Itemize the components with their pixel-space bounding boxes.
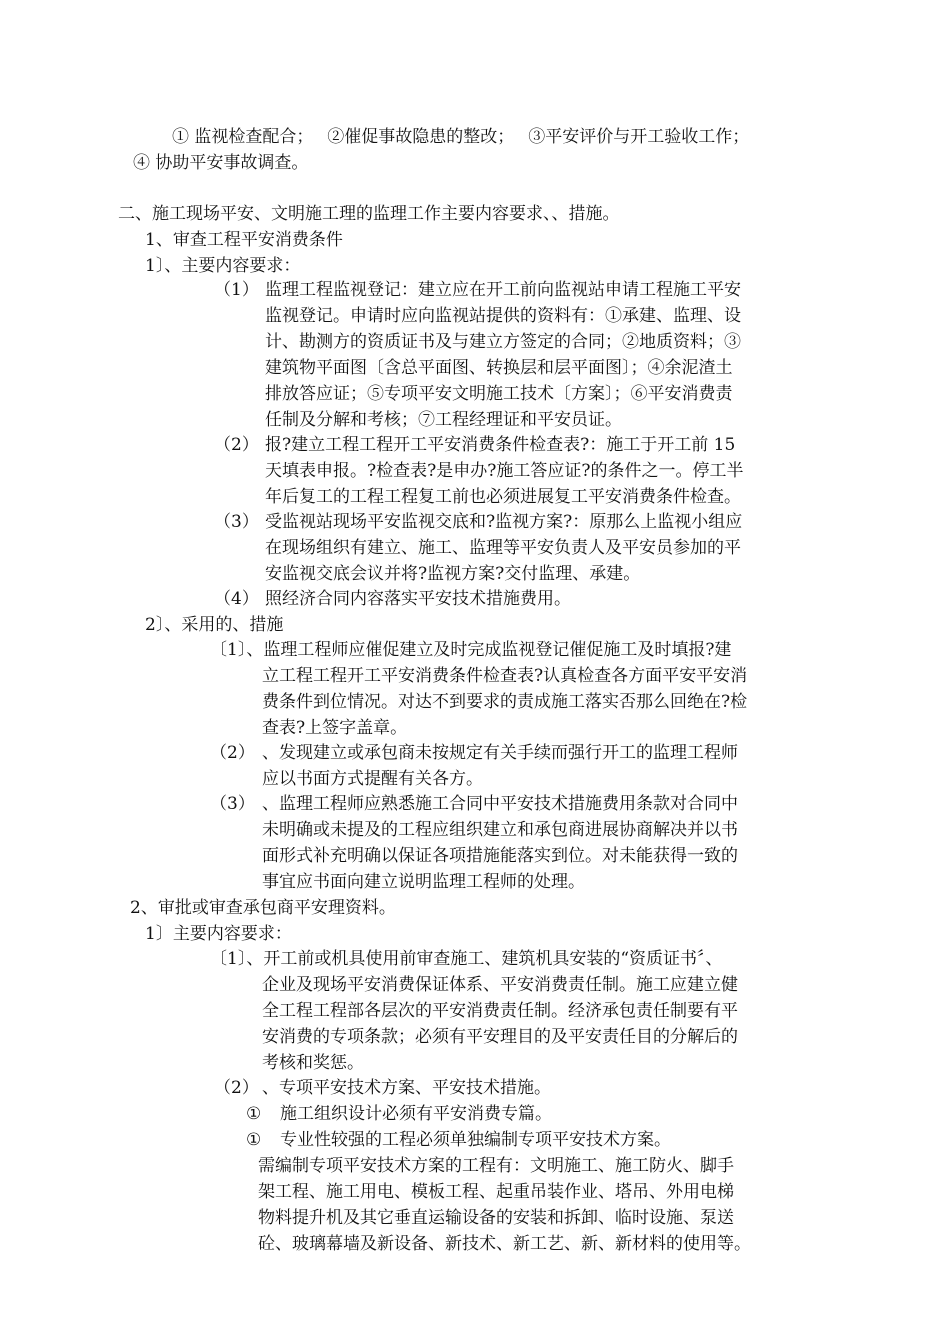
- bullet-marker: ①: [246, 1130, 262, 1150]
- item-1-line: 监理工程监视登记：建立应在开工前向监视站申请工程施工平安: [265, 280, 741, 300]
- measure-3-line: 、监理工程师应熟悉施工合同中平安技术措施费用条款对合同中: [262, 794, 738, 814]
- item-number: （2）: [214, 435, 259, 455]
- requirement-1-line: 企业及现场平安消费保证体系、平安消费责任制。施工应建立健: [262, 975, 738, 995]
- measure-2-line: 应以书面方式提醒有关各方。: [262, 769, 483, 789]
- item-number: （1）: [214, 280, 259, 300]
- measure-3-line: 面形式补充明确以保证各项措施能落实到位。对未能获得一致的: [262, 846, 738, 866]
- item-3-line: 在现场组织有建立、施工、监理等平安负责人及平安员参加的平: [265, 538, 741, 558]
- measure-2-line: 、发现建立或承包商未按规定有关手续而强行开工的监理工程师: [262, 743, 738, 763]
- intro-line-2: ④ 协助平安事故调查。: [133, 153, 309, 173]
- measure-1-line: 查表?上签字盖章。: [262, 718, 408, 738]
- subsection-2-requirements-heading: 1〕主要内容要求：: [145, 924, 292, 944]
- tail-line: 砼、玻璃幕墙及新设备、新技术、新工艺、新、新材料的使用等。: [258, 1234, 751, 1254]
- measure-1-line: 立工程工程开工平安消费条件检查表?认真检查各方面平安平安消: [262, 666, 748, 686]
- item-4-line: 照经济合同内容落实平安技术措施费用。: [265, 589, 571, 609]
- measure-1-line: 费条件到位情况。对达不到要求的责成施工落实否那么回绝在?检: [262, 692, 748, 712]
- tail-line: 架工程、施工用电、模板工程、起重吊装作业、塔吊、外用电梯: [258, 1182, 734, 1202]
- item-3-line: 受监视站现场平安监视交底和?监视方案?：原那么上监视小组应: [265, 512, 743, 532]
- item-3-line: 安监视交底会议并将?监视方案?交付监理、承建。: [265, 564, 641, 584]
- subsection-1-measures-heading: 2〕、采用的、措施: [145, 615, 284, 635]
- requirement-1-line: 〔1〕、开工前或机具使用前审查施工、建筑机具安装的“资质证书〞、: [210, 949, 723, 969]
- measure-3-line: 事宜应书面向建立说明监理工程师的处理。: [262, 872, 585, 892]
- item-1-line: 监视登记。申请时应向监视站提供的资料有：①承建、监理、设: [265, 306, 741, 326]
- item-2-line: 年后复工的工程工程复工前也必须进展复工平安消费条件检查。: [265, 487, 741, 507]
- requirement-1-line: 考核和奖惩。: [262, 1053, 364, 1073]
- item-number: （3）: [210, 794, 255, 814]
- measure-1-line: 〔1〕、监理工程师应催促建立及时完成监视登记催促施工及时填报?建: [210, 640, 732, 660]
- bullet-1-text: 施工组织设计必须有平安消费专篇。: [280, 1104, 552, 1124]
- item-2-line: 天填表申报。?检查表?是申办?施工答应证?的条件之一。停工半: [265, 461, 744, 481]
- tail-line: 物料提升机及其它垂直运输设备的安装和拆卸、临时设施、泵送: [258, 1208, 734, 1228]
- measure-3-line: 未明确或未提及的工程应组织建立和承包商进展协商解决并以书: [262, 820, 738, 840]
- subsection-2-title: 2、审批或审查承包商平安理资料。: [130, 898, 396, 918]
- item-number: （3）: [214, 512, 259, 532]
- item-number: （2）: [210, 743, 255, 763]
- subsection-1-requirements-heading: 1〕、主要内容要求：: [145, 256, 301, 276]
- item-1-line: 排放答应证；⑤专项平安文明施工技术〔方案〕；⑥平安消费责: [265, 384, 733, 404]
- requirement-2-line: 、专项平安技术方案、平安技术措施。: [262, 1078, 551, 1098]
- bullet-marker: ①: [246, 1104, 262, 1124]
- section-title: 二、施工现场平安、文明施工理的监理工作主要内容要求、、措施。: [118, 204, 620, 224]
- bullet-2-text: 专业性较强的工程必须单独编制专项平安技术方案。: [280, 1130, 671, 1150]
- item-number: （2）: [214, 1078, 259, 1098]
- requirement-1-line: 安消费的专项条款；必须有平安理目的及平安责任目的分解后的: [262, 1027, 738, 1047]
- tail-line: 需编制专项平安技术方案的工程有：文明施工、施工防火、脚手: [258, 1156, 734, 1176]
- requirement-1-line: 全工程工程部各层次的平安消费责任制。经济承包责任制要有平: [262, 1001, 738, 1021]
- item-number: （4）: [214, 589, 259, 609]
- item-1-line: 任制及分解和考核；⑦工程经理证和平安员证。: [265, 410, 622, 430]
- subsection-1-title: 1、审查工程平安消费条件: [145, 230, 343, 250]
- item-2-line: 报?建立工程工程开工平安消费条件检查表?：施工于开工前 15: [265, 435, 736, 455]
- item-1-line: 建筑物平面图〔含总平面图、转换层和层平面图〕；④余泥渣土: [265, 358, 733, 378]
- intro-line-1: ① 监视检查配合； ②催促事故隐患的整改； ③平安评价与开工验收工作；: [172, 127, 750, 147]
- item-1-line: 计、勘测方的资质证书及与建立方签定的合同；②地质资料；③: [265, 332, 741, 352]
